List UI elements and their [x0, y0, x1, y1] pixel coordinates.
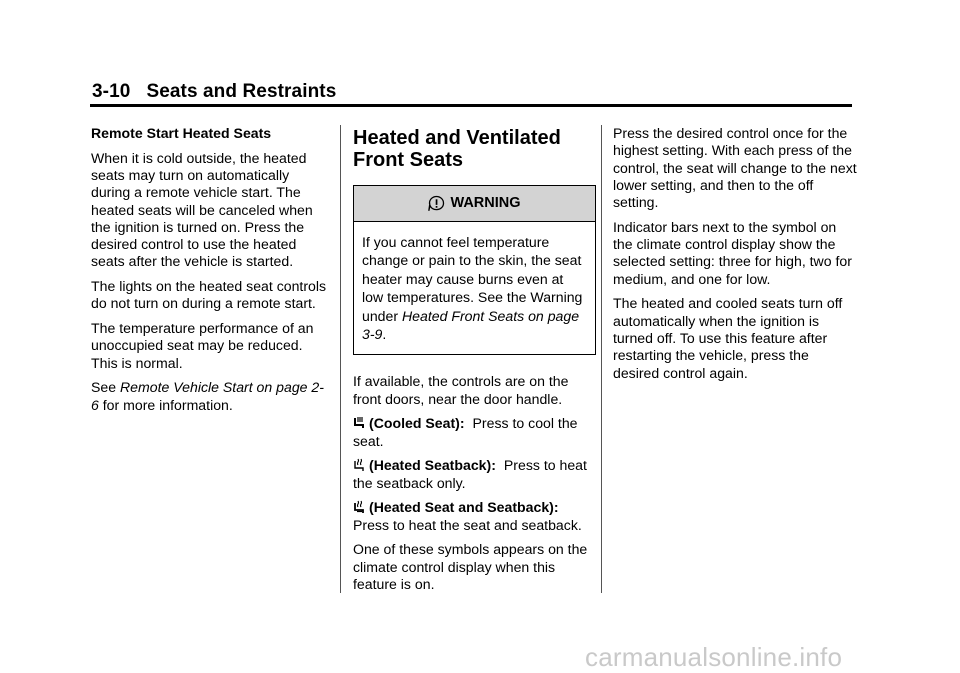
heated-seat-seatback-icon	[353, 500, 365, 514]
text: for more information.	[102, 396, 233, 413]
control-label: (Cooled Seat):	[369, 415, 465, 432]
warning-text: If you cannot feel temperature change or pain to the skin, the seat heater may cause burns even at low temperatures. See the Warning under	[362, 234, 583, 324]
watermark: carmanualsonline.info	[585, 642, 843, 672]
heated-seatback-icon	[353, 458, 365, 472]
warning-body	[354, 222, 595, 354]
column-divider	[601, 125, 602, 593]
warning-header	[354, 186, 595, 222]
paragraph: Press the desired control once for the highest setting. With each press of the control, the seat will change to the next lower setting, and then to the off setting.	[613, 125, 857, 211]
paragraph: The lights on the heated seat controls do not turn on during a remote start.	[91, 278, 327, 312]
control-description	[353, 415, 596, 450]
control-label: (Heated Seatback):	[369, 457, 496, 474]
warning-icon	[428, 195, 445, 212]
subheading: Remote Start Heated Seats	[91, 125, 272, 141]
paragraph: When it is cold outside, the heated seats may turn on automatically during a remote vehicle start. The heated seats will be canceled when the ignition is turned on. Press the desired control to use the heated seats after the vehicle is started.	[91, 149, 313, 270]
control-text: Press to heat the seat and seatback.	[353, 516, 582, 533]
section-title: Seats and Restraints	[146, 81, 337, 102]
section-heading: Heated and Ventilated Front Seats	[353, 127, 561, 171]
header-rule	[90, 104, 852, 107]
control-description	[353, 499, 596, 534]
paragraph: The heated and cooled seats turn off automatically when the ignition is turned off. To use this feature after restarting the vehicle, press the desired control again.	[613, 295, 843, 381]
cross-reference-link[interactable]: Heated Front Seats on page 3-9	[362, 307, 580, 343]
warning-label: WARNING	[450, 194, 521, 211]
paragraph	[91, 379, 331, 414]
paragraph: One of these symbols appears on the climate control display when this feature is on.	[353, 541, 588, 592]
paragraph: If available, the controls are on the front doors, near the door handle.	[353, 373, 569, 407]
page-number: 3-10	[92, 81, 131, 102]
cooled-seat-icon	[353, 416, 365, 430]
control-text: Press to cool the seat.	[353, 415, 578, 449]
control-description	[353, 457, 596, 492]
text: .	[382, 326, 387, 343]
paragraph: Indicator bars next to the symbol on the climate control display show the selected setting: three for high, two for medium, and one for low.	[613, 218, 852, 287]
column-right	[613, 125, 858, 389]
control-label: (Heated Seat and Seatback):	[369, 499, 559, 516]
cross-reference-link[interactable]: Remote Vehicle Start on page 2-6	[91, 379, 324, 413]
text: See	[91, 379, 117, 396]
column-divider	[340, 125, 341, 593]
paragraph: The temperature performance of an unoccupied seat may be reduced. This is normal.	[91, 320, 314, 371]
control-text: Press to heat the seatback only.	[353, 457, 587, 491]
warning-box	[353, 185, 596, 355]
page-header	[92, 81, 852, 103]
column-left	[91, 125, 331, 421]
column-middle	[353, 125, 596, 601]
